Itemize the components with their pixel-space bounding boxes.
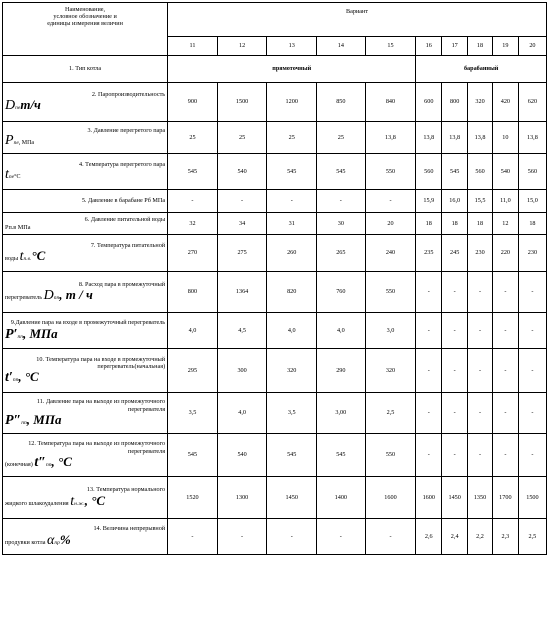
row-boiler-type [3,56,547,83]
unit: % [59,531,71,547]
unit: °C [14,174,21,181]
value-cell: - [468,434,493,477]
table-row [3,122,547,154]
symbol: P″ [5,412,22,428]
value-cell: 840 [365,83,416,122]
value-cell: 545 [168,434,218,477]
value-cell: 1350 [468,477,493,519]
value-cell: 2,6 [416,519,442,555]
value-cell: - [317,190,366,213]
value-cell: 2,4 [442,519,468,555]
value-cell: 235 [416,235,442,272]
row-label-cell [3,519,168,555]
value-cell: 15,9 [416,190,442,213]
value-cell: 13,8 [365,122,416,154]
value-cell: 3,5 [267,393,317,434]
table-row [3,154,547,190]
row-boiler-type-label: 1. Тип котла [3,56,168,83]
value-cell: 3,0 [365,313,416,349]
unit: , т / ч [59,287,93,303]
value-cell: 1400 [317,477,366,519]
value-cell: 760 [317,272,366,313]
unit: , МПа [18,140,35,147]
table-row [3,477,547,519]
row-label-cell [3,477,168,519]
symbol: t [5,167,9,183]
value-cell: - [416,272,442,313]
value-cell: 545 [267,434,317,477]
value-cell: - [442,313,468,349]
value-cell: - [492,313,518,349]
row-description-continued: продувки котла [5,538,46,546]
value-cell: 275 [217,235,267,272]
value-cell: 16,0 [442,190,468,213]
value-cell: - [468,393,493,434]
value-cell: 260 [267,235,317,272]
value-cell: - [442,272,468,313]
row-label-cell [3,235,168,272]
value-cell: - [168,519,218,555]
symbol-subscript: пе [8,174,15,181]
header-row [3,3,547,37]
variant-number-cell: 16 [416,37,442,56]
value-cell: 2,5 [365,393,416,434]
value-cell: - [365,519,416,555]
symbol: t″ [34,454,46,470]
value-cell: 1700 [492,477,518,519]
value-cell: 3,5 [168,393,218,434]
variant-number-cell: 12 [217,37,267,56]
value-cell: 12 [492,213,518,235]
header-variant-cell [168,3,547,37]
table-row [3,213,547,235]
value-cell: - [518,393,546,434]
row-description: 8. Расход пара в промежуточный [78,280,166,288]
variant-number-cell: 13 [267,37,317,56]
value-cell: 800 [168,272,218,313]
header-name-text: Наименование, условное обозначение и единицы измерения величин [47,6,123,28]
value-cell: 34 [217,213,267,235]
symbol: t [19,249,24,265]
symbol-subscript: пп [46,461,52,468]
row-description: 11. Давление пара на выходе из промежуточного перегревателя [36,398,166,413]
value-cell: 2,3 [492,519,518,555]
value-cell: 230 [518,235,546,272]
value-cell: 1600 [416,477,442,519]
unit: , °C [18,369,39,385]
row-description: 4. Температура перегретого пара [78,160,166,168]
symbol: P′ [5,326,18,342]
row-label-cell [3,154,168,190]
row-description-continued: жидкого шлакоудаления [5,499,69,507]
parameters-table [2,2,547,555]
value-cell: - [217,190,267,213]
value-cell: 2,2 [468,519,493,555]
symbol: t′ [5,370,13,386]
value-cell: 18 [416,213,442,235]
value-cell: 1500 [518,477,546,519]
value-cell: 1500 [217,83,267,122]
value-cell: - [365,190,416,213]
value-cell: 4,0 [317,313,366,349]
value-cell: 300 [217,349,267,393]
variant-number-cell: 18 [468,37,493,56]
value-cell: 545 [267,154,317,190]
row-description: 12. Температура пара на выходе из промежуточного перегревателя [28,440,166,455]
variant-number-cell: 17 [442,37,468,56]
value-cell: 900 [168,83,218,122]
value-cell: 4,5 [217,313,267,349]
row-description-continued: Pп.в МПа [5,223,31,231]
symbol-subscript: пе [13,140,19,147]
unit: т/ч [20,97,41,113]
row-label-cell [3,393,168,434]
symbol-subscript: н.ж. [74,500,85,507]
header-variant-text: Вариант [346,8,369,15]
symbol-subscript: п.в. [23,256,32,263]
value-cell: 320 [365,349,416,393]
value-cell: 32 [168,213,218,235]
value-cell: 25 [267,122,317,154]
boiler-type-once-through: прямоточный [168,56,416,83]
unit: , °C [51,453,72,469]
value-cell: 550 [365,434,416,477]
value-cell: 25 [317,122,366,154]
value-cell: - [492,272,518,313]
value-cell: 800 [442,83,468,122]
value-cell: 540 [217,154,267,190]
value-cell: 1200 [267,83,317,122]
value-cell: 620 [518,83,546,122]
value-cell: 1600 [365,477,416,519]
value-cell: 13,8 [468,122,493,154]
row-description-continued: перегреватель [5,294,43,302]
value-cell: - [442,393,468,434]
value-cell: 18 [468,213,493,235]
variant-number-cell: 11 [168,37,218,56]
value-cell: - [416,313,442,349]
value-cell: 420 [492,83,518,122]
table-row [3,519,547,555]
value-cell: - [518,349,546,393]
value-cell: 4,0 [267,313,317,349]
value-cell: - [416,434,442,477]
symbol: P [5,133,14,149]
value-cell: - [416,393,442,434]
symbol-subscript: пе [15,105,21,112]
row-description: 9.Давление пара на входе в промежуточный перегреватель [10,319,166,327]
unit: , °C [84,492,106,508]
value-cell: 15,5 [468,190,493,213]
value-cell: - [468,313,493,349]
value-cell: 240 [365,235,416,272]
symbol-subscript: пр [54,539,60,546]
value-cell: 220 [492,235,518,272]
value-cell: - [518,272,546,313]
value-cell: 245 [442,235,468,272]
value-cell: 1450 [267,477,317,519]
value-cell: 1364 [217,272,267,313]
value-cell: 230 [468,235,493,272]
value-cell: 1450 [442,477,468,519]
value-cell: 320 [267,349,317,393]
value-cell: 560 [468,154,493,190]
value-cell: - [468,272,493,313]
value-cell: 13,8 [442,122,468,154]
value-cell: 560 [518,154,546,190]
table-row [3,83,547,122]
unit: , МПа [23,325,58,341]
variant-number-cell: 20 [518,37,546,56]
value-cell: 4,0 [168,313,218,349]
value-cell: 545 [442,154,468,190]
symbol: α [46,532,55,548]
value-cell: 545 [317,154,366,190]
value-cell: - [492,434,518,477]
value-cell: 1300 [217,477,267,519]
parameters-table-container [2,2,547,555]
row-description-continued: воды [5,255,19,263]
value-cell: 25 [168,122,218,154]
value-cell: 545 [168,154,218,190]
value-cell: - [492,349,518,393]
row-label-cell [3,83,168,122]
header-name-cell [3,3,168,56]
value-cell: 30 [317,213,366,235]
value-cell: - [442,349,468,393]
boiler-type-drum: барабанный [416,56,547,83]
value-cell: 20 [365,213,416,235]
value-cell: 550 [365,272,416,313]
table-row [3,272,547,313]
value-cell: 11,0 [492,190,518,213]
value-cell: 13,8 [518,122,546,154]
value-cell: 18 [442,213,468,235]
variant-number-cell: 19 [492,37,518,56]
symbol: D [43,288,54,304]
value-cell: 545 [317,434,366,477]
value-cell: 265 [317,235,366,272]
value-cell: 320 [468,83,493,122]
row-label-cell [3,313,168,349]
value-cell: 600 [416,83,442,122]
table-row [3,190,547,213]
row-description: 5. Давление в барабане Pб МПа [81,197,166,205]
row-description: 6. Давление питательной воды [84,216,166,224]
value-cell: - [267,190,317,213]
symbol: t [70,493,75,509]
table-row [3,235,547,272]
row-label-cell [3,272,168,313]
symbol-subscript: пп [21,419,27,426]
row-description: 13. Температура нормального [86,486,166,494]
value-cell: 25 [217,122,267,154]
table-row [3,434,547,477]
value-cell: 295 [168,349,218,393]
value-cell: 550 [365,154,416,190]
value-cell: 850 [317,83,366,122]
value-cell: - [518,434,546,477]
value-cell: - [267,519,317,555]
value-cell: - [442,434,468,477]
value-cell: 540 [217,434,267,477]
value-cell: - [518,313,546,349]
value-cell: 820 [267,272,317,313]
row-label-cell [3,434,168,477]
value-cell: 18 [518,213,546,235]
value-cell: 13,8 [416,122,442,154]
row-label-cell [3,190,168,213]
row-description: 3. Давление перегретого пара [87,126,166,134]
value-cell: - [217,519,267,555]
value-cell: - [492,393,518,434]
value-cell: - [168,190,218,213]
table-row [3,349,547,393]
value-cell: 560 [416,154,442,190]
value-cell: 15,0 [518,190,546,213]
row-description: 10. Температура пара на входе в промежуточный перегреватель(начальная) [36,355,166,370]
value-cell: - [416,349,442,393]
row-description-continued: (конечная) [5,460,33,468]
table-row [3,393,547,434]
variant-number-cell: 15 [365,37,416,56]
value-cell: 4,0 [217,393,267,434]
value-cell: - [317,519,366,555]
value-cell: 1520 [168,477,218,519]
value-cell: 270 [168,235,218,272]
unit: °C [31,248,46,264]
value-cell: 3,00 [317,393,366,434]
value-cell: 10 [492,122,518,154]
row-label-cell [3,213,168,235]
table-row [3,313,547,349]
symbol: D [5,98,16,114]
value-cell: - [468,349,493,393]
symbol-subscript: пп [53,295,60,302]
row-label-cell [3,349,168,393]
symbol-subscript: пп [12,377,19,384]
variant-number-cell: 14 [317,37,366,56]
value-cell: 290 [317,349,366,393]
value-cell: 2,5 [518,519,546,555]
value-cell: 540 [492,154,518,190]
row-description: 7. Температура питательной [90,241,166,249]
row-description: 14. Величина непрерывной [93,525,166,533]
value-cell: 31 [267,213,317,235]
data-rows [3,83,547,555]
row-label-cell [3,122,168,154]
unit: , МПа [26,411,62,427]
row-description: 2. Паропроизводительность [91,90,166,98]
symbol-subscript: пп [17,333,23,340]
